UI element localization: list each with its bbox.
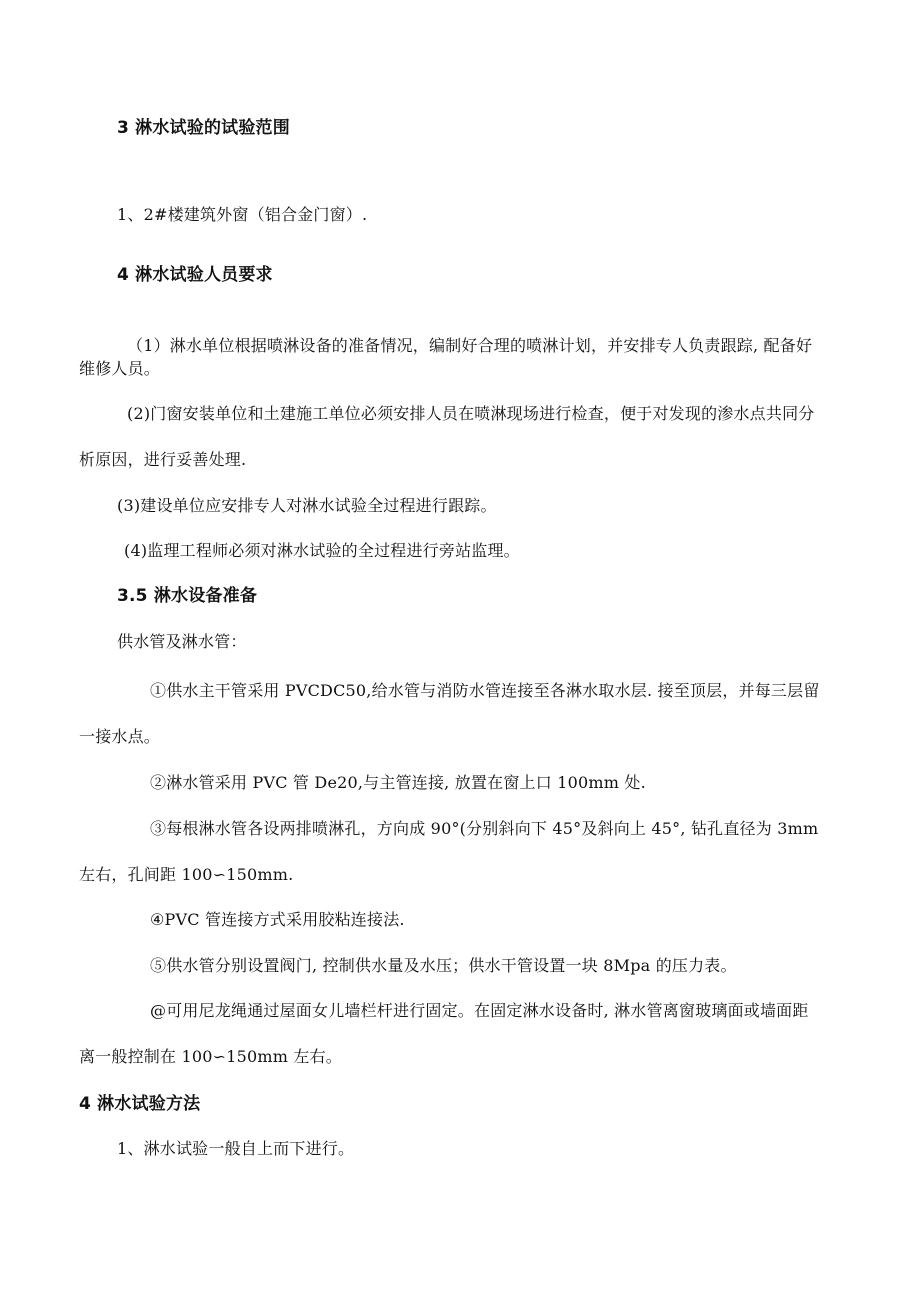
staff-item-1-line-1: （1）淋水单位根据喷淋设备的准备情况，编制好合理的喷淋计划，并安排专人负责跟踪, 配备好 (127, 336, 813, 355)
staff-item-2-line-1: (2)门窗安装单位和土建施工单位必须安排人员在喷淋现场进行检查，便于对发现的渗水点共同分 (127, 404, 815, 423)
section-heading-equipment: 3.5 淋水设备准备 (117, 586, 258, 606)
staff-item-3: (3)建设单位应安排专人对淋水试验全过程进行跟踪。 (117, 496, 497, 515)
equipment-item-3-line-1: ③每根淋水管各设两排喷淋孔，方向成 90°(分别斜向下 45°及斜向上 45°, 钻孔直径为 3mm (150, 819, 819, 838)
section-heading-staff-requirements: 4 淋水试验人员要求 (117, 265, 273, 285)
equipment-intro: 供水管及淋水管： (117, 632, 247, 651)
equipment-item-3-line-2: 左右，孔间距 100∽150mm. (79, 865, 294, 884)
equipment-item-1-line-2: 一接水点。 (79, 727, 161, 746)
section-heading-test-method: 4 淋水试验方法 (79, 1094, 201, 1114)
equipment-item-6-line-1: @可用尼龙绳通过屋面女儿墙栏杆进行固定。在固定淋水设备时, 淋水管离窗玻璃面或墙面距 (150, 1001, 809, 1020)
equipment-item-1-line-1: ①供水主干管采用 PVCDC50,给水管与消防水管连接至各淋水取水层. 接至顶层，并每三层留 (150, 681, 820, 700)
staff-item-2-line-2: 析原因，进行妥善处理. (79, 450, 247, 469)
staff-item-1-line-2: 维修人员。 (79, 359, 161, 378)
equipment-item-5: ⑤供水管分别设置阀门, 控制供水量及水压；供水干管设置一块 8Mpa 的压力表。 (150, 956, 737, 975)
staff-item-4: (4)监理工程师必须对淋水试验的全过程进行旁站监理。 (124, 541, 520, 560)
section-heading-test-scope: 3 淋水试验的试验范围 (117, 118, 290, 138)
method-item-1: 1、淋水试验一般自上而下进行。 (117, 1139, 355, 1158)
equipment-item-2: ②淋水管采用 PVC 管 De20,与主管连接, 放置在窗上口 100mm 处. (150, 773, 646, 792)
equipment-item-6-line-2: 离一般控制在 100∽150mm 左右。 (79, 1047, 343, 1066)
scope-item-1: 1、2#楼建筑外窗（铝合金门窗）. (117, 205, 368, 224)
equipment-item-4: ④PVC 管连接方式采用胶粘连接法. (150, 910, 405, 929)
